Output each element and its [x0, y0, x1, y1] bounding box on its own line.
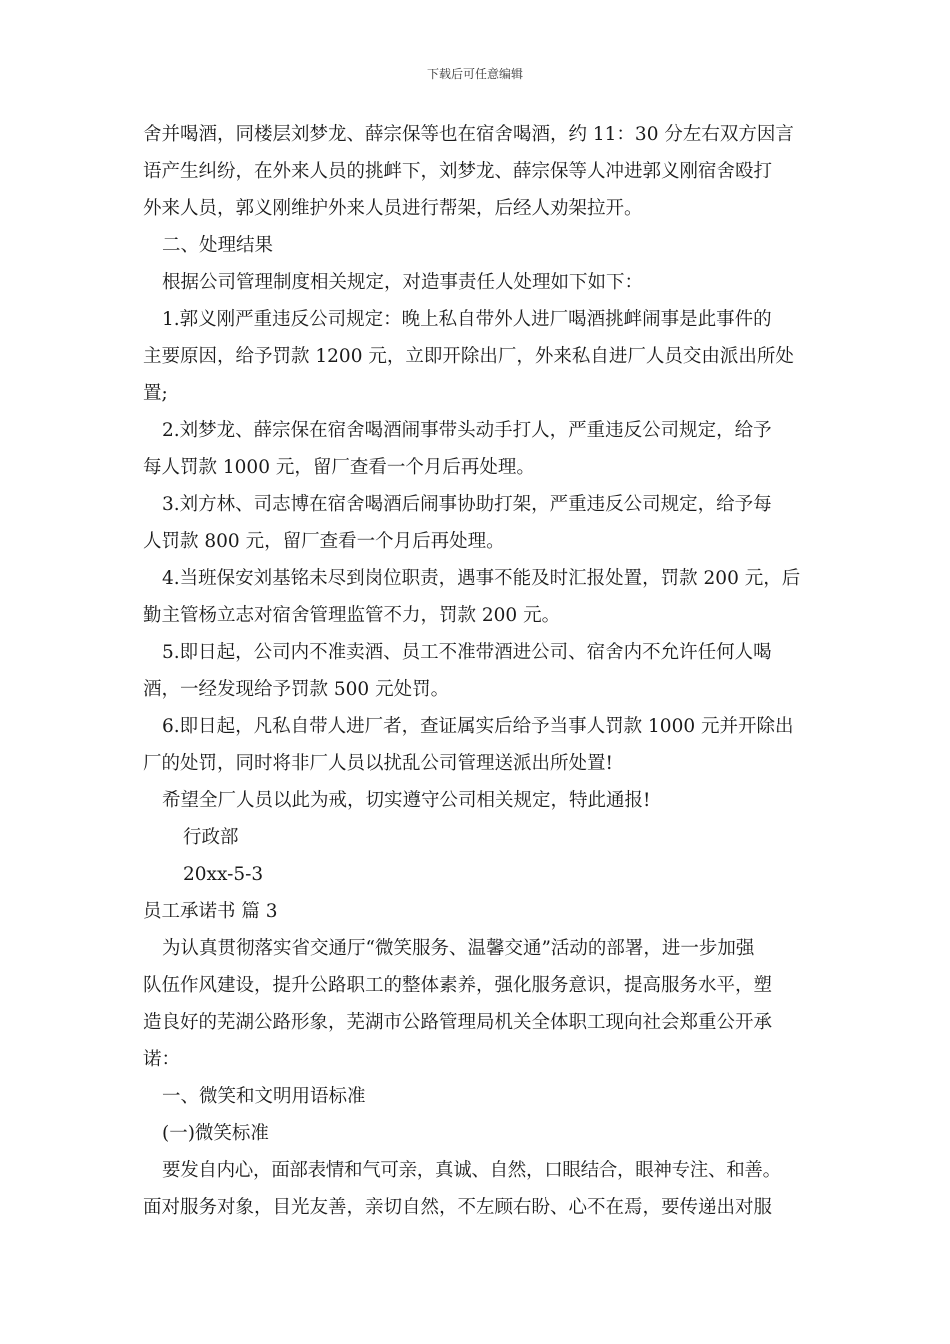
- text-line: 舍并喝酒，同楼层刘梦龙、薛宗保等也在宿舍喝酒，约 11：30 分左右双方因言: [143, 124, 794, 145]
- text-line: 置;: [143, 383, 168, 404]
- text-line: 根据公司管理制度相关规定，对造事责任人处理如下如下：: [162, 272, 644, 293]
- text-line: 2.刘梦龙、薛宗保在宿舍喝酒闹事带头动手打人，严重违反公司规定，给予: [162, 420, 772, 441]
- text-line: 外来人员，郭义刚维护外来人员进行帮架，后经人劝架拉开。: [143, 198, 643, 219]
- text-line: 为认真贯彻落实省交通厅“微笑服务、温馨交通”活动的部署，进一步加强: [162, 938, 755, 959]
- page-header: 下载后可任意编辑: [426, 67, 523, 81]
- text-line: 1.郭义刚严重违反公司规定：晚上私自带外人进厂喝酒挑衅闹事是此事件的: [162, 309, 772, 330]
- text-line: 厂的处罚，同时将非厂人员以扰乱公司管理送派出所处置!: [143, 753, 613, 774]
- text-line: 5.即日起，公司内不准卖酒、员工不准带酒进公司、宿舍内不允许任何人喝: [162, 642, 772, 663]
- text-line: 队伍作风建设，提升公路职工的整体素养，强化服务意识，提高服务水平，塑: [143, 975, 773, 996]
- text-line: 行政部: [183, 827, 239, 848]
- text-line: 二、处理结果: [162, 235, 274, 256]
- text-line: 面对服务对象，目光友善，亲切自然，不左顾右盼、心不在焉，要传递出对服: [143, 1197, 773, 1218]
- text-line: 一、微笑和文明用语标准: [162, 1086, 366, 1107]
- text-line: 4.当班保安刘基铭未尽到岗位职责，遇事不能及时汇报处置，罚款 200 元，后: [162, 568, 801, 589]
- text-line: 语产生纠纷，在外来人员的挑衅下，刘梦龙、薛宗保等人冲进郭义刚宿舍殴打: [143, 161, 773, 182]
- text-line: 每人罚款 1000 元，留厂查看一个月后再处理。: [143, 457, 535, 478]
- text-line: (一)微笑标准: [162, 1123, 269, 1144]
- text-line: 酒，一经发现给予罚款 500 元处罚。: [143, 679, 450, 700]
- text-line: 员工承诺书 篇 3: [143, 901, 278, 922]
- text-line: 勤主管杨立志对宿舍管理监管不力，罚款 200 元。: [143, 605, 561, 626]
- text-line: 造良好的芜湖公路形象，芜湖市公路管理局机关全体职工现向社会郑重公开承: [143, 1012, 773, 1033]
- text-line: 主要原因，给予罚款 1200 元，立即开除出厂，外来私自进厂人员交由派出所处: [143, 346, 794, 367]
- text-line: 诺：: [143, 1049, 181, 1070]
- text-line: 人罚款 800 元，留厂查看一个月后再处理。: [143, 531, 505, 552]
- text-line: 要发自内心，面部表情和气可亲，真诚、自然，口眼结合，眼神专注、和善。: [162, 1160, 781, 1181]
- text-line: 6.即日起，凡私自带人进厂者，查证属实后给予当事人罚款 1000 元并开除出: [162, 716, 794, 737]
- text-line: 3.刘方林、司志博在宿舍喝酒后闹事协助打架，严重违反公司规定，给予每: [162, 494, 772, 515]
- text-line: 希望全厂人员以此为戒，切实遵守公司相关规定，特此通报!: [162, 790, 651, 811]
- text-line: 20xx-5-3: [183, 864, 264, 885]
- document-body: [143, 116, 819, 1226]
